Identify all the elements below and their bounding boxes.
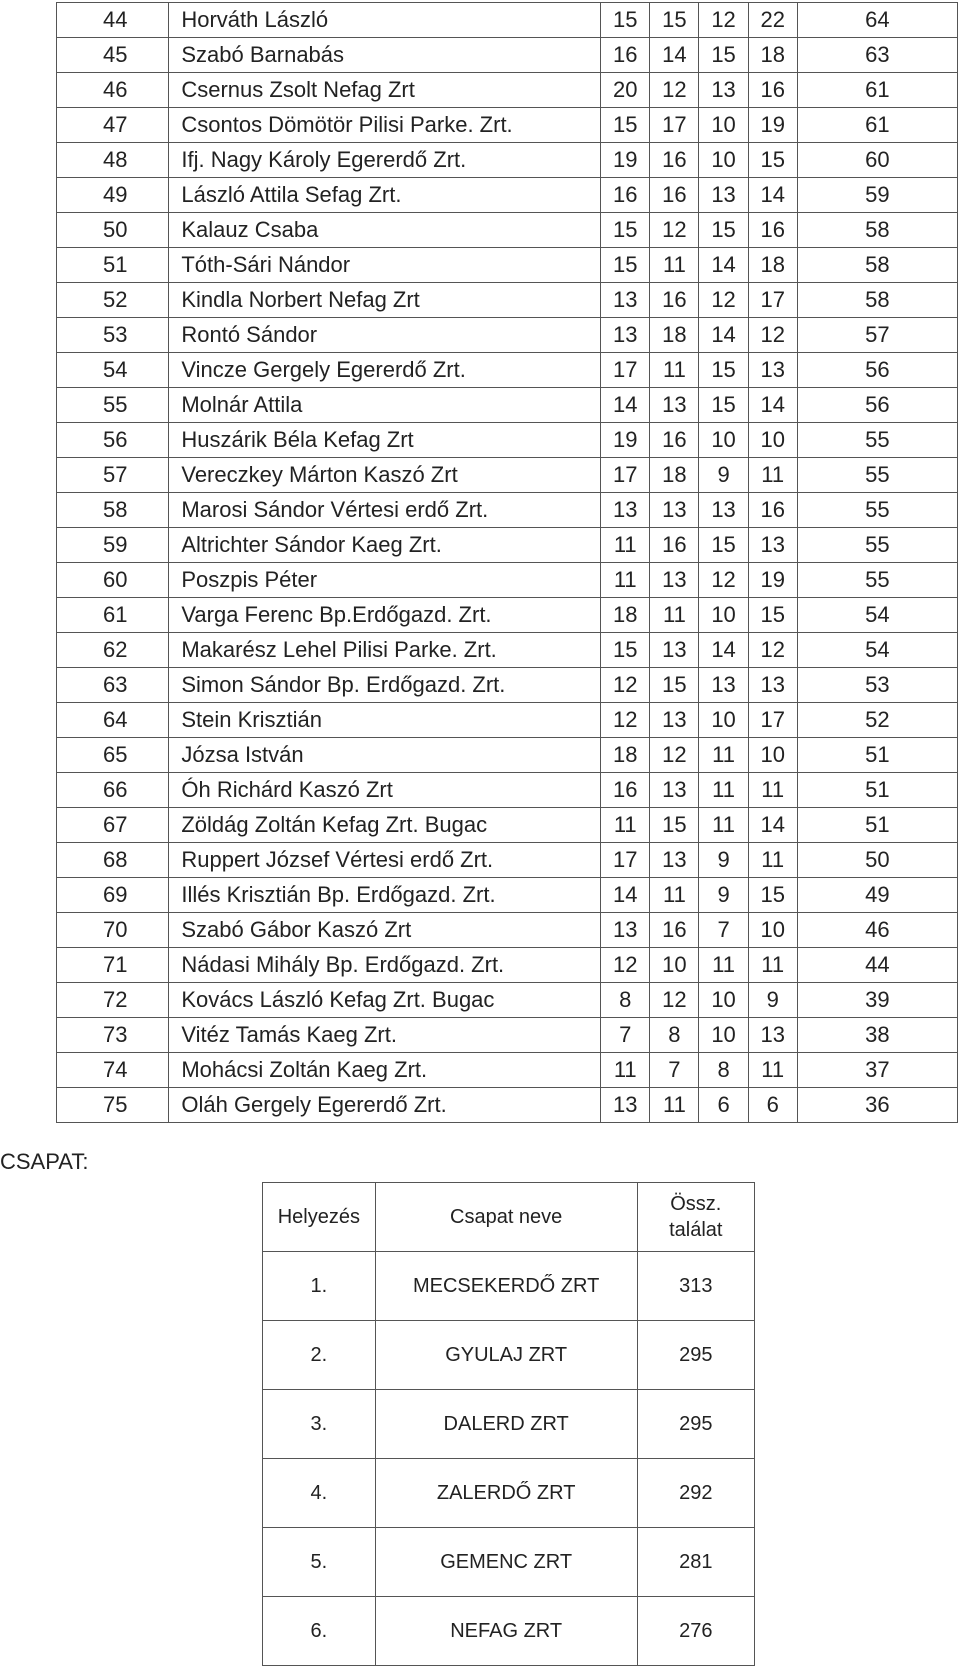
score-1-cell: 17 xyxy=(601,843,650,878)
score-4-cell: 15 xyxy=(748,878,797,913)
score-3-cell: 13 xyxy=(699,493,748,528)
score-2-cell: 11 xyxy=(650,1088,699,1123)
table-row xyxy=(57,178,958,213)
score-2-cell: 12 xyxy=(650,73,699,108)
team-row xyxy=(263,1321,755,1390)
team-name-cell: ZALERDŐ ZRT xyxy=(375,1459,637,1528)
rank-cell: 55 xyxy=(57,388,169,423)
table-row xyxy=(57,738,958,773)
score-2-cell: 16 xyxy=(650,283,699,318)
competitor-name-cell: Oláh Gergely Egererdő Zrt. xyxy=(169,1088,601,1123)
score-1-cell: 16 xyxy=(601,38,650,73)
score-1-cell: 7 xyxy=(601,1018,650,1053)
score-2-cell: 13 xyxy=(650,388,699,423)
rank-cell: 46 xyxy=(57,73,169,108)
total-cell: 52 xyxy=(797,703,957,738)
score-3-cell: 15 xyxy=(699,528,748,563)
total-cell: 54 xyxy=(797,598,957,633)
rank-cell: 48 xyxy=(57,143,169,178)
team-total-cell: 295 xyxy=(637,1390,754,1459)
score-3-cell: 10 xyxy=(699,423,748,458)
header-total-line1: Össz. xyxy=(670,1193,722,1215)
competitor-name-cell: Kovács László Kefag Zrt. Bugac xyxy=(169,983,601,1018)
header-team-name: Csapat neve xyxy=(375,1183,637,1252)
table-row xyxy=(57,1053,958,1088)
rank-cell: 52 xyxy=(57,283,169,318)
total-cell: 39 xyxy=(797,983,957,1018)
table-row xyxy=(57,983,958,1018)
total-cell: 59 xyxy=(797,178,957,213)
score-3-cell: 14 xyxy=(699,633,748,668)
table-row xyxy=(57,843,958,878)
score-1-cell: 15 xyxy=(601,248,650,283)
score-2-cell: 14 xyxy=(650,38,699,73)
score-1-cell: 18 xyxy=(601,598,650,633)
team-row xyxy=(263,1459,755,1528)
competitor-name-cell: Molnár Attila xyxy=(169,388,601,423)
total-cell: 58 xyxy=(797,213,957,248)
table-row xyxy=(57,633,958,668)
score-1-cell: 13 xyxy=(601,913,650,948)
score-4-cell: 13 xyxy=(748,353,797,388)
total-cell: 38 xyxy=(797,1018,957,1053)
score-4-cell: 10 xyxy=(748,423,797,458)
rank-cell: 61 xyxy=(57,598,169,633)
score-2-cell: 15 xyxy=(650,668,699,703)
competitor-name-cell: Poszpis Péter xyxy=(169,563,601,598)
score-3-cell: 9 xyxy=(699,458,748,493)
score-2-cell: 10 xyxy=(650,948,699,983)
score-4-cell: 22 xyxy=(748,3,797,38)
rank-cell: 65 xyxy=(57,738,169,773)
score-4-cell: 11 xyxy=(748,948,797,983)
score-4-cell: 14 xyxy=(748,178,797,213)
total-cell: 49 xyxy=(797,878,957,913)
total-cell: 44 xyxy=(797,948,957,983)
score-2-cell: 13 xyxy=(650,703,699,738)
rank-cell: 50 xyxy=(57,213,169,248)
table-row xyxy=(57,493,958,528)
header-total-line2: találat xyxy=(669,1219,723,1241)
rank-cell: 45 xyxy=(57,38,169,73)
score-1-cell: 12 xyxy=(601,948,650,983)
score-4-cell: 14 xyxy=(748,808,797,843)
team-total-cell: 281 xyxy=(637,1528,754,1597)
competitor-name-cell: Altrichter Sándor Kaeg Zrt. xyxy=(169,528,601,563)
score-3-cell: 13 xyxy=(699,73,748,108)
competitor-name-cell: Nádasi Mihály Bp. Erdőgazd. Zrt. xyxy=(169,948,601,983)
total-cell: 36 xyxy=(797,1088,957,1123)
competitor-name-cell: Ifj. Nagy Károly Egererdő Zrt. xyxy=(169,143,601,178)
table-row xyxy=(57,668,958,703)
competitor-name-cell: László Attila Sefag Zrt. xyxy=(169,178,601,213)
table-row xyxy=(57,38,958,73)
score-3-cell: 15 xyxy=(699,353,748,388)
score-4-cell: 17 xyxy=(748,703,797,738)
score-3-cell: 11 xyxy=(699,773,748,808)
rank-cell: 57 xyxy=(57,458,169,493)
score-3-cell: 12 xyxy=(699,3,748,38)
score-3-cell: 11 xyxy=(699,738,748,773)
rank-cell: 74 xyxy=(57,1053,169,1088)
competitor-name-cell: Vincze Gergely Egererdő Zrt. xyxy=(169,353,601,388)
score-3-cell: 10 xyxy=(699,143,748,178)
score-2-cell: 8 xyxy=(650,1018,699,1053)
score-2-cell: 13 xyxy=(650,843,699,878)
score-2-cell: 16 xyxy=(650,528,699,563)
score-3-cell: 13 xyxy=(699,178,748,213)
score-4-cell: 15 xyxy=(748,143,797,178)
score-4-cell: 16 xyxy=(748,73,797,108)
rank-cell: 69 xyxy=(57,878,169,913)
team-name-cell: MECSEKERDŐ ZRT xyxy=(375,1252,637,1321)
table-row xyxy=(57,353,958,388)
team-total-cell: 313 xyxy=(637,1252,754,1321)
score-1-cell: 12 xyxy=(601,668,650,703)
score-1-cell: 14 xyxy=(601,878,650,913)
total-cell: 60 xyxy=(797,143,957,178)
total-cell: 56 xyxy=(797,388,957,423)
competitor-name-cell: Simon Sándor Bp. Erdőgazd. Zrt. xyxy=(169,668,601,703)
total-cell: 58 xyxy=(797,283,957,318)
score-2-cell: 7 xyxy=(650,1053,699,1088)
score-1-cell: 19 xyxy=(601,423,650,458)
total-cell: 54 xyxy=(797,633,957,668)
score-3-cell: 11 xyxy=(699,948,748,983)
table-row xyxy=(57,213,958,248)
score-4-cell: 11 xyxy=(748,1053,797,1088)
score-3-cell: 13 xyxy=(699,668,748,703)
score-3-cell: 11 xyxy=(699,808,748,843)
total-cell: 51 xyxy=(797,808,957,843)
score-1-cell: 13 xyxy=(601,283,650,318)
rank-cell: 58 xyxy=(57,493,169,528)
total-cell: 37 xyxy=(797,1053,957,1088)
competitor-name-cell: Horváth László xyxy=(169,3,601,38)
individual-results-body xyxy=(57,3,958,1123)
score-1-cell: 19 xyxy=(601,143,650,178)
total-cell: 55 xyxy=(797,493,957,528)
score-1-cell: 16 xyxy=(601,178,650,213)
table-row xyxy=(57,913,958,948)
table-row xyxy=(57,143,958,178)
score-4-cell: 11 xyxy=(748,773,797,808)
table-row xyxy=(57,73,958,108)
score-3-cell: 7 xyxy=(699,913,748,948)
score-4-cell: 10 xyxy=(748,913,797,948)
score-2-cell: 11 xyxy=(650,353,699,388)
score-1-cell: 11 xyxy=(601,1053,650,1088)
team-total-cell: 276 xyxy=(637,1597,754,1666)
score-1-cell: 11 xyxy=(601,808,650,843)
score-4-cell: 17 xyxy=(748,283,797,318)
team-name-cell: GEMENC ZRT xyxy=(375,1528,637,1597)
score-2-cell: 13 xyxy=(650,633,699,668)
score-4-cell: 19 xyxy=(748,563,797,598)
team-name-cell: GYULAJ ZRT xyxy=(375,1321,637,1390)
rank-cell: 56 xyxy=(57,423,169,458)
team-position-cell: 6. xyxy=(263,1597,376,1666)
team-position-cell: 2. xyxy=(263,1321,376,1390)
rank-cell: 73 xyxy=(57,1018,169,1053)
total-cell: 51 xyxy=(797,773,957,808)
table-row xyxy=(57,773,958,808)
team-results-body xyxy=(263,1252,755,1666)
score-1-cell: 11 xyxy=(601,563,650,598)
rank-cell: 67 xyxy=(57,808,169,843)
score-2-cell: 13 xyxy=(650,773,699,808)
rank-cell: 64 xyxy=(57,703,169,738)
score-4-cell: 9 xyxy=(748,983,797,1018)
score-2-cell: 18 xyxy=(650,318,699,353)
score-4-cell: 15 xyxy=(748,598,797,633)
competitor-name-cell: Szabó Barnabás xyxy=(169,38,601,73)
score-3-cell: 12 xyxy=(699,563,748,598)
team-results-table xyxy=(262,1182,755,1666)
competitor-name-cell: Marosi Sándor Vértesi erdő Zrt. xyxy=(169,493,601,528)
competitor-name-cell: Illés Krisztián Bp. Erdőgazd. Zrt. xyxy=(169,878,601,913)
team-position-cell: 5. xyxy=(263,1528,376,1597)
total-cell: 50 xyxy=(797,843,957,878)
table-row xyxy=(57,563,958,598)
score-3-cell: 9 xyxy=(699,878,748,913)
score-3-cell: 10 xyxy=(699,1018,748,1053)
rank-cell: 70 xyxy=(57,913,169,948)
header-position: Helyezés xyxy=(263,1183,376,1252)
total-cell: 58 xyxy=(797,248,957,283)
score-3-cell: 15 xyxy=(699,38,748,73)
table-row xyxy=(57,808,958,843)
score-1-cell: 11 xyxy=(601,528,650,563)
score-2-cell: 13 xyxy=(650,493,699,528)
score-1-cell: 18 xyxy=(601,738,650,773)
score-4-cell: 6 xyxy=(748,1088,797,1123)
score-2-cell: 13 xyxy=(650,563,699,598)
score-2-cell: 15 xyxy=(650,3,699,38)
score-3-cell: 15 xyxy=(699,213,748,248)
team-name-cell: NEFAG ZRT xyxy=(375,1597,637,1666)
score-4-cell: 13 xyxy=(748,528,797,563)
team-total-cell: 292 xyxy=(637,1459,754,1528)
competitor-name-cell: Ruppert József Vértesi erdő Zrt. xyxy=(169,843,601,878)
table-row xyxy=(57,458,958,493)
score-4-cell: 13 xyxy=(748,668,797,703)
table-row xyxy=(57,703,958,738)
total-cell: 57 xyxy=(797,318,957,353)
competitor-name-cell: Csontos Dömötör Pilisi Parke. Zrt. xyxy=(169,108,601,143)
team-row xyxy=(263,1597,755,1666)
competitor-name-cell: Józsa István xyxy=(169,738,601,773)
table-row xyxy=(57,108,958,143)
team-row xyxy=(263,1528,755,1597)
competitor-name-cell: Huszárik Béla Kefag Zrt xyxy=(169,423,601,458)
score-2-cell: 12 xyxy=(650,738,699,773)
score-4-cell: 16 xyxy=(748,493,797,528)
table-row xyxy=(57,878,958,913)
total-cell: 64 xyxy=(797,3,957,38)
score-4-cell: 18 xyxy=(748,248,797,283)
total-cell: 61 xyxy=(797,108,957,143)
score-4-cell: 12 xyxy=(748,633,797,668)
score-1-cell: 15 xyxy=(601,213,650,248)
competitor-name-cell: Kindla Norbert Nefag Zrt xyxy=(169,283,601,318)
score-1-cell: 8 xyxy=(601,983,650,1018)
team-section-label: CSAPAT: xyxy=(0,1149,89,1174)
score-2-cell: 17 xyxy=(650,108,699,143)
score-2-cell: 12 xyxy=(650,983,699,1018)
competitor-name-cell: Stein Krisztián xyxy=(169,703,601,738)
score-4-cell: 19 xyxy=(748,108,797,143)
table-row xyxy=(57,1088,958,1123)
score-3-cell: 10 xyxy=(699,983,748,1018)
table-row xyxy=(57,388,958,423)
score-1-cell: 12 xyxy=(601,703,650,738)
score-2-cell: 16 xyxy=(650,913,699,948)
score-4-cell: 14 xyxy=(748,388,797,423)
score-2-cell: 11 xyxy=(650,248,699,283)
score-4-cell: 11 xyxy=(748,843,797,878)
total-cell: 55 xyxy=(797,563,957,598)
rank-cell: 62 xyxy=(57,633,169,668)
score-3-cell: 10 xyxy=(699,598,748,633)
score-2-cell: 11 xyxy=(650,598,699,633)
score-1-cell: 13 xyxy=(601,493,650,528)
table-row xyxy=(57,283,958,318)
team-position-cell: 3. xyxy=(263,1390,376,1459)
score-1-cell: 15 xyxy=(601,3,650,38)
competitor-name-cell: Tóth-Sári Nándor xyxy=(169,248,601,283)
rank-cell: 51 xyxy=(57,248,169,283)
table-row xyxy=(57,948,958,983)
score-3-cell: 12 xyxy=(699,283,748,318)
total-cell: 53 xyxy=(797,668,957,703)
rank-cell: 63 xyxy=(57,668,169,703)
table-row xyxy=(57,3,958,38)
score-4-cell: 10 xyxy=(748,738,797,773)
score-1-cell: 16 xyxy=(601,773,650,808)
team-row xyxy=(263,1252,755,1321)
score-1-cell: 15 xyxy=(601,108,650,143)
score-4-cell: 13 xyxy=(748,1018,797,1053)
team-total-cell: 295 xyxy=(637,1321,754,1390)
total-cell: 46 xyxy=(797,913,957,948)
rank-cell: 66 xyxy=(57,773,169,808)
total-cell: 55 xyxy=(797,423,957,458)
score-2-cell: 11 xyxy=(650,878,699,913)
score-3-cell: 9 xyxy=(699,843,748,878)
competitor-name-cell: Makarész Lehel Pilisi Parke. Zrt. xyxy=(169,633,601,668)
table-row xyxy=(57,248,958,283)
score-3-cell: 15 xyxy=(699,388,748,423)
score-4-cell: 16 xyxy=(748,213,797,248)
score-3-cell: 6 xyxy=(699,1088,748,1123)
rank-cell: 49 xyxy=(57,178,169,213)
total-cell: 55 xyxy=(797,528,957,563)
table-row xyxy=(57,598,958,633)
score-4-cell: 12 xyxy=(748,318,797,353)
score-1-cell: 17 xyxy=(601,458,650,493)
team-name-cell: DALERD ZRT xyxy=(375,1390,637,1459)
competitor-name-cell: Rontó Sándor xyxy=(169,318,601,353)
score-1-cell: 17 xyxy=(601,353,650,388)
rank-cell: 60 xyxy=(57,563,169,598)
score-1-cell: 13 xyxy=(601,318,650,353)
score-4-cell: 11 xyxy=(748,458,797,493)
team-header-row xyxy=(263,1183,755,1252)
rank-cell: 71 xyxy=(57,948,169,983)
competitor-name-cell: Óh Richárd Kaszó Zrt xyxy=(169,773,601,808)
score-1-cell: 13 xyxy=(601,1088,650,1123)
header-total-hits xyxy=(637,1183,754,1252)
score-3-cell: 8 xyxy=(699,1053,748,1088)
score-1-cell: 20 xyxy=(601,73,650,108)
table-row xyxy=(57,528,958,563)
total-cell: 56 xyxy=(797,353,957,388)
score-1-cell: 14 xyxy=(601,388,650,423)
score-3-cell: 10 xyxy=(699,703,748,738)
individual-results-table xyxy=(56,2,958,1123)
competitor-name-cell: Szabó Gábor Kaszó Zrt xyxy=(169,913,601,948)
competitor-name-cell: Kalauz Csaba xyxy=(169,213,601,248)
table-row xyxy=(57,318,958,353)
score-3-cell: 14 xyxy=(699,318,748,353)
total-cell: 55 xyxy=(797,458,957,493)
competitor-name-cell: Mohácsi Zoltán Kaeg Zrt. xyxy=(169,1053,601,1088)
score-2-cell: 16 xyxy=(650,143,699,178)
rank-cell: 47 xyxy=(57,108,169,143)
team-position-cell: 1. xyxy=(263,1252,376,1321)
competitor-name-cell: Zöldág Zoltán Kefag Zrt. Bugac xyxy=(169,808,601,843)
table-row xyxy=(57,1018,958,1053)
score-3-cell: 14 xyxy=(699,248,748,283)
rank-cell: 75 xyxy=(57,1088,169,1123)
rank-cell: 53 xyxy=(57,318,169,353)
rank-cell: 44 xyxy=(57,3,169,38)
competitor-name-cell: Csernus Zsolt Nefag Zrt xyxy=(169,73,601,108)
total-cell: 51 xyxy=(797,738,957,773)
rank-cell: 72 xyxy=(57,983,169,1018)
score-4-cell: 18 xyxy=(748,38,797,73)
competitor-name-cell: Vereczkey Márton Kaszó Zrt xyxy=(169,458,601,493)
rank-cell: 54 xyxy=(57,353,169,388)
score-2-cell: 18 xyxy=(650,458,699,493)
total-cell: 63 xyxy=(797,38,957,73)
score-2-cell: 16 xyxy=(650,178,699,213)
score-2-cell: 15 xyxy=(650,808,699,843)
table-row xyxy=(57,423,958,458)
total-cell: 61 xyxy=(797,73,957,108)
score-1-cell: 15 xyxy=(601,633,650,668)
competitor-name-cell: Varga Ferenc Bp.Erdőgazd. Zrt. xyxy=(169,598,601,633)
score-2-cell: 12 xyxy=(650,213,699,248)
competitor-name-cell: Vitéz Tamás Kaeg Zrt. xyxy=(169,1018,601,1053)
score-3-cell: 10 xyxy=(699,108,748,143)
team-position-cell: 4. xyxy=(263,1459,376,1528)
team-row xyxy=(263,1390,755,1459)
rank-cell: 68 xyxy=(57,843,169,878)
rank-cell: 59 xyxy=(57,528,169,563)
score-2-cell: 16 xyxy=(650,423,699,458)
